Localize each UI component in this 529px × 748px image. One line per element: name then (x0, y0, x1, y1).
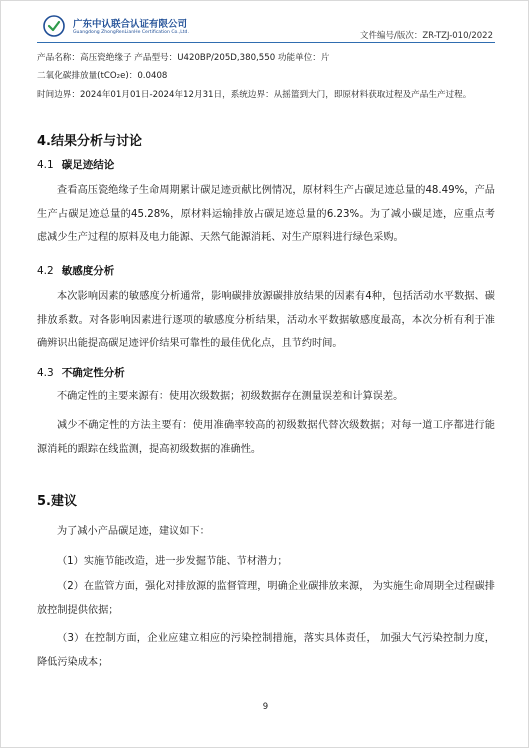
header-divider (37, 42, 495, 43)
company-logo-icon (43, 15, 65, 37)
suggestion-item-3: （3）在控制方面，企业应建立相应的污染控制措施，落实具体责任， 加强大气污染控制力度， 降低污染成本； (37, 633, 495, 668)
subsection-4-1-heading (37, 157, 114, 172)
emission-info-line: 二氧化碳排放量(tCO₂e)：0.0408 (37, 71, 168, 81)
uncertainty-sources-paragraph: 不确定性的主要来源有：使用次级数据；初级数据存在测量误差和计算误差。 (57, 391, 404, 402)
subsection-4-3-heading (37, 365, 125, 380)
subsection-number: 4.1 (37, 159, 54, 171)
subsection-title: 碳足迹结论 (61, 159, 115, 171)
suggestion-item-1: （1）实施节能改造，进一步发掘节能、节材潜力； (57, 556, 288, 567)
section-5-heading: 5.建议 (37, 494, 77, 509)
suggestion-item-2: （2）在监管方面，强化对排放源的监督管理，明确企业碳排放来源， 为实施生命周期全过程碳排放控制提供依据； (37, 581, 495, 616)
boundary-info-line: 时间边界：2024年01月01日-2024年12月31日，系统边界：从摇篮到大门，即原材料获取过程及产品生产过程。 (37, 90, 472, 100)
suggestion-intro: 为了减小产品碳足迹，建议如下： (57, 526, 210, 537)
sensitivity-analysis-paragraph: 本次影响因素的敏感度分析通常，影响碳排放源碳排放结果的因素有4种，包括活动水平数据、碳排放系数。对各影响因素进行逐项的敏感度分析结果，活动水平数据敏感度最高，本次分析有利于准确辨识出能提高碳足迹评价结果可靠性的最佳优化点，且节约时间。 (37, 291, 495, 349)
page-header (37, 13, 495, 43)
document-number: 文件编号/版次：ZR-TZJ-010/2022 (359, 31, 493, 41)
uncertainty-reduction-paragraph: 减少不确定性的方法主要有：使用准确率较高的初级数据代替次级数据；对每一道工序都进行能源消耗的跟踪在线监测，提高初级数据的准确性。 (37, 420, 495, 455)
section-4-heading: 4.结果分析与讨论 (37, 134, 142, 149)
page-number: 9 (262, 702, 269, 712)
company-name-cn: 广东中认联合认证有限公司 (73, 19, 188, 30)
subsection-number: 4.3 (37, 367, 54, 379)
company-name-en: Guangdong ZhongRenLianHe Certification Co.,Ltd. (73, 30, 189, 35)
subsection-number: 4.2 (37, 265, 54, 277)
subsection-title: 不确定性分析 (61, 367, 125, 379)
product-info-line: 产品名称：高压瓷绝缘子 产品型号：U420BP/205D,380,550 功能单位：片 (37, 53, 330, 63)
subsection-title: 敏感度分析 (61, 265, 115, 277)
subsection-4-2-heading (37, 263, 114, 278)
carbon-footprint-conclusion-paragraph: 查看高压瓷绝缘子生命周期累计碳足迹贡献比例情况，原材料生产占碳足迹总量的48.49%，产品生产占碳足迹总量的45.28%，原材料运输排放占碳足迹总量的6.23%。为了减小碳足迹，应重点考虑减少生产过程的原料及电力能源、天然气能源消耗、对生产原料进行绿色采购。 (37, 185, 495, 243)
